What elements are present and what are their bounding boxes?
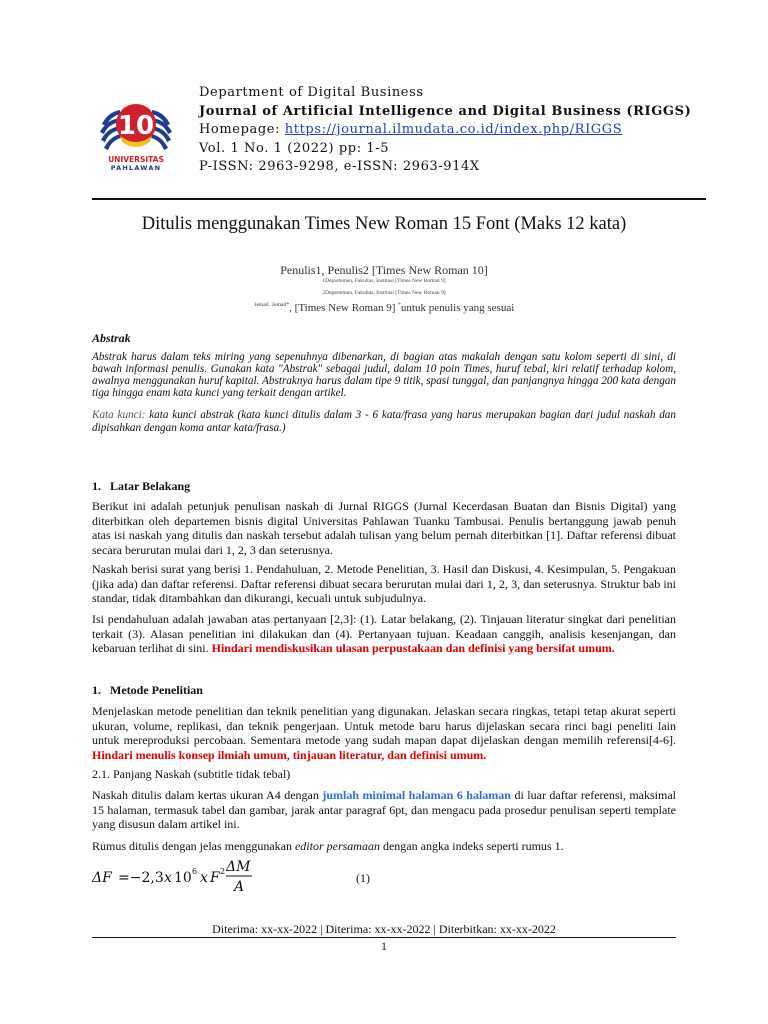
homepage-link[interactable]: https://journal.ilmudata.co.id/index.php/RIGGS xyxy=(284,122,623,138)
paragraph: Berikut ini adalah petunjuk penulisan naskah di Jurnal RIGGS (Jurnal Kecerdasan Buatan dan Bisnis Digital) yang diterbitkan oleh departemen bisnis digital Universitas Pahlawan Tuanku Tambusai. Penulis bertanggung jawab penuh atas isi naskah yang ditulis dan naskah tersebut adalah tulisan yang belum pernah diterbitkan [1]. Daftar referensi dibuat secara berurutan mulai dari 1, 2, 3 dan seterusnya. xyxy=(92,499,676,558)
paragraph xyxy=(92,839,676,854)
keywords xyxy=(92,409,676,434)
article-title: Ditulis menggunakan Times New Roman 15 Font (Maks 12 kata) xyxy=(141,214,627,234)
emphasis-text: editor persamaan xyxy=(294,839,380,853)
equation-F: F xyxy=(210,870,220,886)
header-info xyxy=(199,84,691,177)
department-name: Department of Digital Business xyxy=(199,85,424,100)
header-rule xyxy=(92,198,706,200)
equation-F-exponent: 2 xyxy=(220,867,226,876)
university-logo xyxy=(98,90,174,174)
section-heading-metode-penelitian xyxy=(92,683,203,698)
keywords-text: kata kunci abstrak (kata kunci ditulis dalam 3 - 6 kata/frasa yang harus merupakan bagian dari judul naskah dan dipisahkan dengan koma antar kata/frasa.) xyxy=(92,409,676,434)
equation-base: 10 xyxy=(174,870,192,886)
journal-header xyxy=(92,84,708,200)
logo-text-line1: UNIVERSITAS xyxy=(108,155,164,164)
affiliation-2: 2Departemen, Fakultas, Institusi [Times New Roman 9] xyxy=(322,290,446,296)
equation-exponent: 6 xyxy=(192,867,198,876)
subsection-heading: 2.1. Panjang Naskah (subtitle tidak tebal) xyxy=(92,767,291,781)
equation-coefficient: =−2,3 xyxy=(118,870,164,886)
email-note: untuk penulis yang sesuai xyxy=(400,302,515,314)
paragraph-text: dengan angka indeks seperti rumus 1. xyxy=(379,839,564,853)
email-note-marker: * xyxy=(398,302,401,308)
journal-name: Journal of Artificial Intelligence and Digital Business (RIGGS) xyxy=(199,103,692,119)
equation-numerator: ΔM xyxy=(226,859,251,875)
page-number: 1 xyxy=(381,939,387,953)
paragraph-text: Menjelaskan metode penelitian dan teknik penelitian yang digunakan. Jelaskan secara ringkas, tetapi tetap akurat seperti ukuran, volume, replikasi, dan teknik pengerjaan. Untuk metode baru harus dijelaskan secara rinci bagi peneliti lain untuk mereproduksi percobaan. Sementara metode yang sudah mapan dapat dijelaskan dengan memilih referensi[4-6]. xyxy=(92,704,676,748)
homepage-label: Homepage: xyxy=(199,122,285,138)
paragraph xyxy=(92,788,676,832)
section-title: Metode Penelitian xyxy=(110,683,203,697)
email-superscript: 1email, 2email* xyxy=(253,302,290,308)
footer-rule xyxy=(92,937,676,938)
volume-info: Vol. 1 No. 1 (2022) pp: 1-5 xyxy=(199,140,390,156)
logo-number: 10 xyxy=(117,111,155,141)
equation-denominator: A xyxy=(234,879,245,895)
paragraph-text: Rumus ditulis dengan jelas menggunakan xyxy=(92,839,295,853)
paragraph: Naskah berisi surat yang berisi 1. Pendahuluan, 2. Metode Penelitian, 3. Hasil dan Diskusi, 4. Kesimpulan, 5. Pengakuan (jika ada) dan daftar referensi. Daftar referensi dibuat secara berurutan mulai dari 1, 2, 3, dan seterusnya. Struktur bab ini standar, tidak ditambahkan dan dikurangi, kecuali untuk subjudulnya. xyxy=(92,562,676,606)
warning-text: Hindari menulis konsep ilmiah umum, tinjauan literatur, dan definisi umum. xyxy=(92,748,487,763)
section-number: 1. xyxy=(92,479,101,493)
paragraph xyxy=(92,612,676,656)
issn-info: P-ISSN: 2963-9298, e-ISSN: 2963-914X xyxy=(199,159,480,175)
equation-lhs: ΔF xyxy=(92,870,112,886)
footer-dates: Diterima: xx-xx-2022 | Diterima: xx-xx-2022 | Diterbitkan: xx-xx-2022 xyxy=(212,922,556,936)
article-authors: Penulis1, Penulis2 [Times New Roman 10] xyxy=(280,263,488,277)
section-title: Latar Belakang xyxy=(110,479,191,493)
paragraph-text: di luar daftar referensi, maksimal 15 halaman, termasuk tabel dan gambar, jarak antar paragraf 6pt, dan mengacu pada prosedur penulisan seperti template yang disusun dalam artikel ini. xyxy=(92,788,676,832)
homepage-line xyxy=(199,121,691,140)
logo-text-line2: PAHLAWAN xyxy=(110,164,162,172)
paragraph-text: Isi pendahuluan adalah jawaban atas pertanyaan [2,3]: (1). Latar belakang, (2). Tinjauan literatur singkat dari penelitian terkait (3). Alasan penelitian ini dilakukan dan (4). Pertanyaan tujuan. Keadaan canggih, analisis kesenjangan, dan kebaruan terlihat di sini. xyxy=(92,612,676,656)
warning-text: Hindari mendiskusikan ulasan perpustakaan dan definisi yang bersifat umum. xyxy=(211,641,615,656)
keywords-label: Kata kunci: xyxy=(92,409,146,421)
equation-times-2: x xyxy=(200,870,208,886)
email-text: , [Times New Roman 9] xyxy=(289,302,399,314)
equation-number: (1) xyxy=(356,871,370,885)
author-emails xyxy=(92,302,676,314)
section-number: 1. xyxy=(92,683,101,697)
paragraph-text: Naskah ditulis dalam kertas ukuran A4 dengan xyxy=(92,788,323,802)
abstract-body: Abstrak harus dalam teks miring yang sepenuhnya dibenarkan, di bagian atas makalah dengan satu kolom seperti di sini, di bawah informasi penulis. Gunakan kata "Abstrak" sebagai judul, dalam 10 poin Times, huruf tebal, kiri relatif terhadap kolom, awalnya menggunakan huruf kapital. Abstraknya harus dalam tipe 9 titik, spasi tunggal, dan panjangnya hingga 200 kata dengan tiga hingga enam kata kunci yang terkait dengan artikel. xyxy=(92,351,676,400)
equation-times-1: x xyxy=(164,870,172,886)
affiliation-1: 1Departemen, Fakultas, Institusi [Times New Roman 9] xyxy=(322,278,446,284)
abstract-heading: Abstrak xyxy=(92,331,131,345)
paragraph xyxy=(92,704,676,763)
highlight-text: jumlah minimal halaman 6 halaman xyxy=(322,788,511,802)
section-heading-latar-belakang xyxy=(92,479,190,494)
